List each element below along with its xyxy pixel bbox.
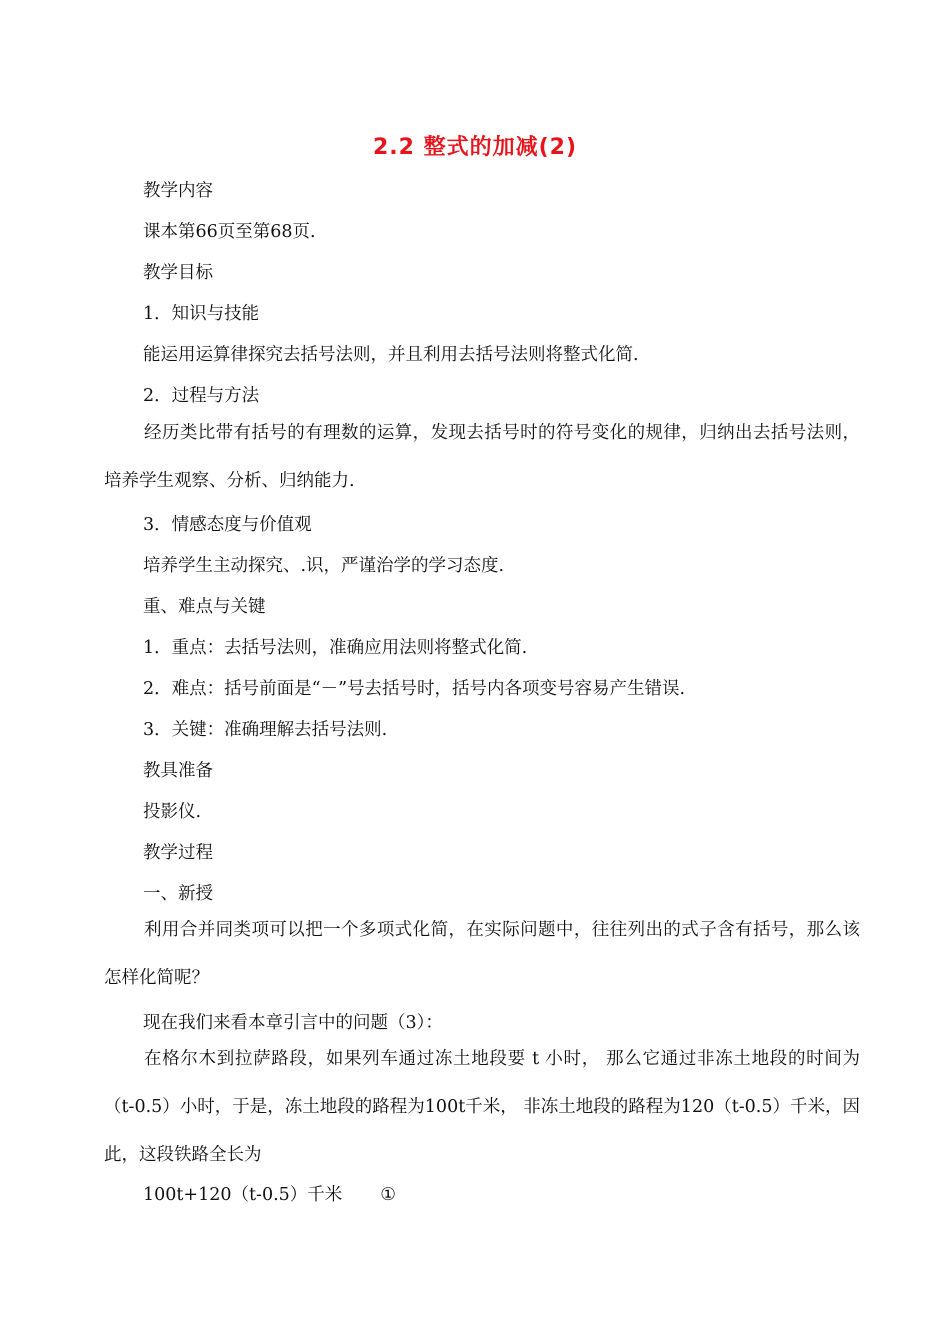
text-line-knowledge: 能运用运算律探究去括号法则，并且利用去括号法则将整式化简. <box>143 345 639 365</box>
subheading-knowledge-skills: 1．知识与技能 <box>143 304 260 324</box>
paragraph-intro: 利用合并同类项可以把一个多项式化简，在实际问题中，往往列出的式子含有括号，那么该怎样化简呢？ <box>104 920 860 988</box>
section-heading-objectives: 教学目标 <box>143 263 213 283</box>
paragraph-railway: 在格尔木到拉萨路段，如果列车通过冻土地段要 t 小时， 那么它通过非冻土地段的时间为（t-0.5）小时，于是，冻土地段的路程为100t千米， 非冻土地段的路程为120（t-0.5）千米，因此，这段铁路全长为 <box>104 1049 860 1165</box>
formula-label: ① <box>380 1185 396 1205</box>
page-title: 2.2 整式的加减(2) <box>372 135 578 160</box>
subheading-attitude: 3．情感态度与价值观 <box>143 515 312 535</box>
text-line-attitude: 培养学生主动探究、.识，严谨治学的学习态度. <box>143 556 505 576</box>
text-line-difficulty: 2．难点：括号前面是“－”号去括号时，括号内各项变号容易产生错误. <box>143 679 686 699</box>
section-heading-process: 教学过程 <box>143 843 213 863</box>
text-line-key: 3．关键：准确理解去括号法则. <box>143 720 388 740</box>
text-line-question: 现在我们来看本章引言中的问题（3）： <box>143 1013 443 1033</box>
section-heading-key-points: 重、难点与关键 <box>143 597 266 617</box>
text-line-projector: 投影仪. <box>143 802 202 822</box>
subheading-new-lesson: 一、新授 <box>143 884 213 904</box>
formula-expression: 100t+120（t-0.5）千米 <box>143 1185 343 1205</box>
section-heading-content: 教学内容 <box>143 181 213 201</box>
paragraph-process: 经历类比带有括号的有理数的运算，发现去括号时的符号变化的规律，归纳出去括号法则，培养学生观察、分析、归纳能力. <box>104 423 860 491</box>
subheading-process-method: 2．过程与方法 <box>143 386 260 406</box>
text-line-focus: 1．重点：去括号法则，准确应用法则将整式化简. <box>143 638 528 658</box>
section-heading-tools: 教具准备 <box>143 761 213 781</box>
formula-line <box>143 1181 396 1206</box>
text-line-pages: 课本第66页至第68页. <box>143 222 316 242</box>
